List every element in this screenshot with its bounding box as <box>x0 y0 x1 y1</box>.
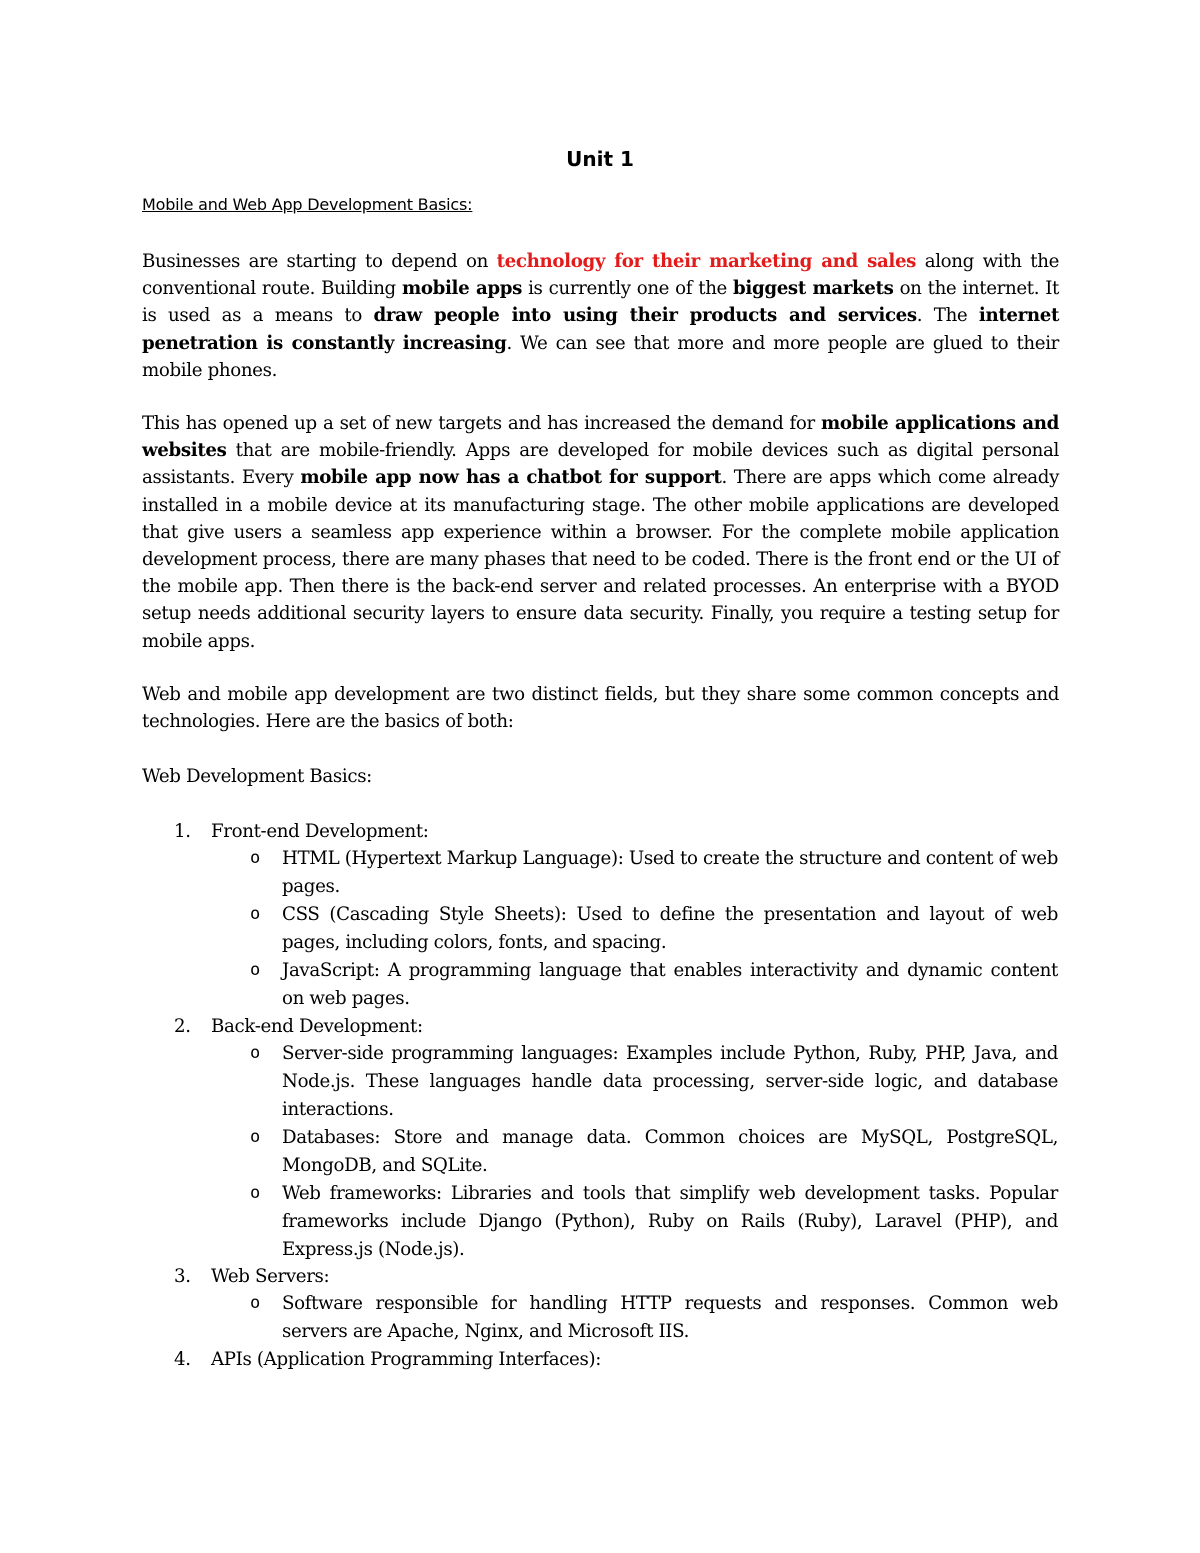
para1-bold-2: biggest markets <box>733 278 894 300</box>
bullet-circle-icon: o <box>250 904 260 924</box>
para2-bold-1: mobile applications and websites <box>142 413 1059 462</box>
para1-bold-1: mobile apps <box>401 278 523 300</box>
page-title: Unit 1 <box>566 147 634 171</box>
demand-paragraph <box>142 410 1059 655</box>
para1-bold-4: internet penetration is constantly increasing <box>142 305 1059 354</box>
bullet-circle-icon: o <box>250 1043 260 1063</box>
list-label: Back-end Development: <box>211 1016 423 1037</box>
list-number: 3. <box>174 1266 191 1287</box>
para1-text-5: . The <box>916 305 979 327</box>
para1-bold-3: draw people into using their products and services <box>373 305 917 327</box>
para1-text-4: on the internet. It is used as a means to <box>142 278 1060 327</box>
para1-text-6: . We can see that more and more people are glued to their mobile phones. <box>142 332 1060 381</box>
bullet-circle-icon: o <box>250 1293 260 1313</box>
web-basics-heading: Web Development Basics: <box>142 766 372 787</box>
comparison-paragraph: Web and mobile app development are two distinct fields, but they share some common concepts and technologies. Here are the basics of both: <box>142 684 1059 733</box>
para1-highlight: technology for their marketing and sales <box>496 251 917 272</box>
para1-text-3: is currently one of the <box>522 278 734 300</box>
bullet-text: HTML (Hypertext Markup Language): Used to create the structure and content of web pages. <box>282 848 1058 897</box>
para2-bold-2: mobile app now has a chatbot for support <box>300 467 722 489</box>
list-label: Front-end Development: <box>211 821 429 842</box>
para1-text-2: along with the conventional route. Building <box>142 251 1059 300</box>
list-number: 4. <box>174 1349 191 1370</box>
para2-text-3: . There are apps which come already installed in a mobile device at its manufacturing stage. The other mobile applications are developed that give users a seamless app experience within a browser. For the complete mobile application development process, there are many phases that need to be coded. There is the front end or the UI of the mobile app. Then there is the back-end server and related processes. An enterprise with a BYOD setup needs additional security layers to ensure data security. Finally, you require a testing setup for mobile apps. <box>142 467 1059 652</box>
bullet-text: JavaScript: A programming language that enables interactivity and dynamic content on web pages. <box>282 960 1058 1009</box>
bullet-circle-icon: o <box>250 960 260 980</box>
bullet-circle-icon: o <box>250 848 260 868</box>
list-number: 2. <box>174 1016 191 1037</box>
bullet-text: Web frameworks: Libraries and tools that simplify web development tasks. Popular frameworks include Django (Python), Ruby on Rails (Ruby), Laravel (PHP), and Express.js (Node.js). <box>282 1183 1058 1260</box>
intro-paragraph <box>142 248 1059 384</box>
section-subtitle: Mobile and Web App Development Basics: <box>142 195 473 214</box>
bullet-text: Databases: Store and manage data. Common choices are MySQL, PostgreSQL, MongoDB, and SQLite. <box>282 1127 1058 1176</box>
para2-text-2: that are mobile-friendly. Apps are developed for mobile devices such as digital personal assistants. Every <box>142 440 1059 489</box>
bullet-text: Server-side programming languages: Examples include Python, Ruby, PHP, Java, and Node.js. These languages handle data processing, server-side logic, and database interactions. <box>282 1043 1058 1120</box>
para1-text-1: Businesses are starting to depend on <box>142 251 497 272</box>
bullet-text: CSS (Cascading Style Sheets): Used to define the presentation and layout of web pages, including colors, fonts, and spacing. <box>282 904 1058 953</box>
bullet-circle-icon: o <box>250 1183 260 1203</box>
list-label: Web Servers: <box>211 1266 330 1287</box>
para2-text-1: This has opened up a set of new targets and has increased the demand for <box>142 413 821 434</box>
bullet-circle-icon: o <box>250 1127 260 1147</box>
list-label: APIs (Application Programming Interfaces): <box>211 1349 601 1370</box>
list-number: 1. <box>174 821 191 842</box>
bullet-text: Software responsible for handling HTTP requests and responses. Common web servers are Apache, Nginx, and Microsoft IIS. <box>282 1293 1058 1342</box>
